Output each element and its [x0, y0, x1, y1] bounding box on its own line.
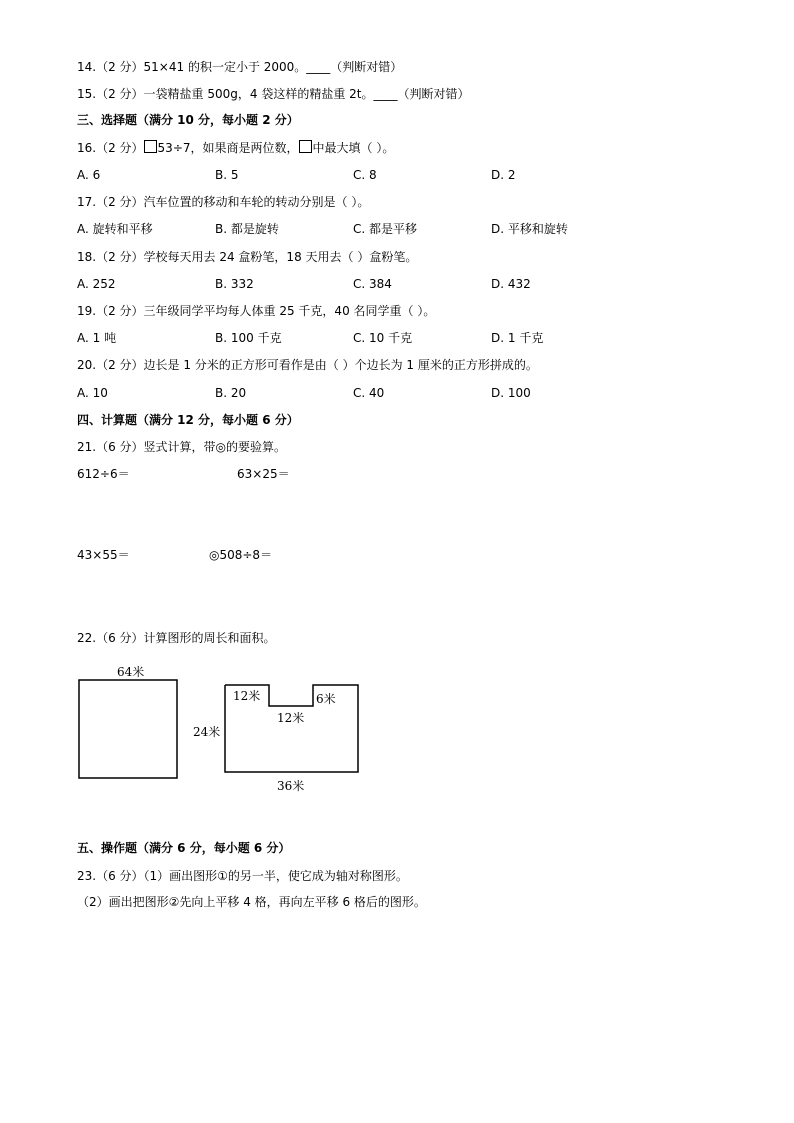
q20-option-a: A. 10 [77, 386, 108, 400]
q16-option-a: A. 6 [77, 168, 101, 182]
bottom-side-label: 36米 [277, 779, 305, 793]
square-side-label: 64米 [117, 665, 145, 679]
section-3-heading: 三、选择题（满分 10 分，每小题 2 分） [77, 113, 299, 127]
q16-option-d: D. 2 [491, 168, 516, 182]
calc-3: 43×55＝ [77, 548, 130, 562]
q17: 17.（2 分）汽车位置的移动和车轮的转动分别是（ ）。 [77, 195, 370, 209]
q20-option-d: D. 100 [491, 386, 531, 400]
q18-option-b: B. 332 [215, 277, 254, 291]
notch-label: 12米 [277, 711, 305, 725]
q19: 19.（2 分）三年级同学平均每人体重 25 千克，40 名同学重（ ）。 [77, 304, 436, 318]
q16-text-2: 中最大填（ ）。 [312, 141, 395, 155]
section-5-heading: 五、操作题（满分 6 分，每小题 6 分） [77, 841, 291, 855]
q15: 15.（2 分）一袋精盐重 500g，4 袋这样的精盐重 2t。____（判断对错） [77, 87, 470, 101]
section-4-heading: 四、计算题（满分 12 分，每小题 6 分） [77, 413, 299, 427]
q16-text: 53÷7，如果商是两位数， [157, 141, 299, 155]
q18: 18.（2 分）学校每天用去 24 盒粉笔，18 天用去（ ）盒粉笔。 [77, 250, 418, 264]
q18-option-a: A. 252 [77, 277, 116, 291]
q16-prefix: 16.（2 分） [77, 141, 144, 155]
q19-option-d: D. 1 千克 [491, 331, 544, 345]
q16-option-c: C. 8 [353, 168, 377, 182]
q17-option-d: D. 平移和旋转 [491, 222, 568, 236]
q23-line-1: 23.（6 分）（1）画出图形①的另一半，使它成为轴对称图形。 [77, 869, 408, 883]
q18-option-d: D. 432 [491, 277, 531, 291]
square-figure [79, 680, 177, 778]
calc-2: 63×25＝ [237, 467, 290, 481]
q19-option-a: A. 1 吨 [77, 331, 117, 345]
q17-option-a: A. 旋转和平移 [77, 222, 153, 236]
q16-option-b: B. 5 [215, 168, 239, 182]
q20-option-b: B. 20 [215, 386, 247, 400]
top-right-label: 6米 [316, 692, 336, 706]
q20-option-c: C. 40 [353, 386, 385, 400]
q22: 22.（6 分）计算图形的周长和面积。 [77, 631, 276, 645]
top-left-label: 12米 [233, 689, 261, 703]
q19-option-c: C. 10 千克 [353, 331, 413, 345]
calc-4: ◎508÷8＝ [209, 548, 273, 562]
q21: 21.（6 分）竖式计算，带◎的要验算。 [77, 440, 287, 454]
q19-option-b: B. 100 千克 [215, 331, 282, 345]
q23-line-2: （2）画出把图形②先向上平移 4 格，再向左平移 6 格后的图形。 [77, 895, 426, 909]
calc-1: 612÷6＝ [77, 467, 130, 481]
q14: 14.（2 分）51×41 的积一定小于 2000。____（判断对错） [77, 60, 403, 74]
q17-option-c: C. 都是平移 [353, 222, 418, 236]
left-side-label: 24米 [193, 725, 221, 739]
q17-option-b: B. 都是旋转 [215, 222, 279, 236]
q20: 20.（2 分）边长是 1 分米的正方形可看作是由（ ）个边长为 1 厘米的正方形拼成的。 [77, 358, 538, 372]
q18-option-c: C. 384 [353, 277, 392, 291]
